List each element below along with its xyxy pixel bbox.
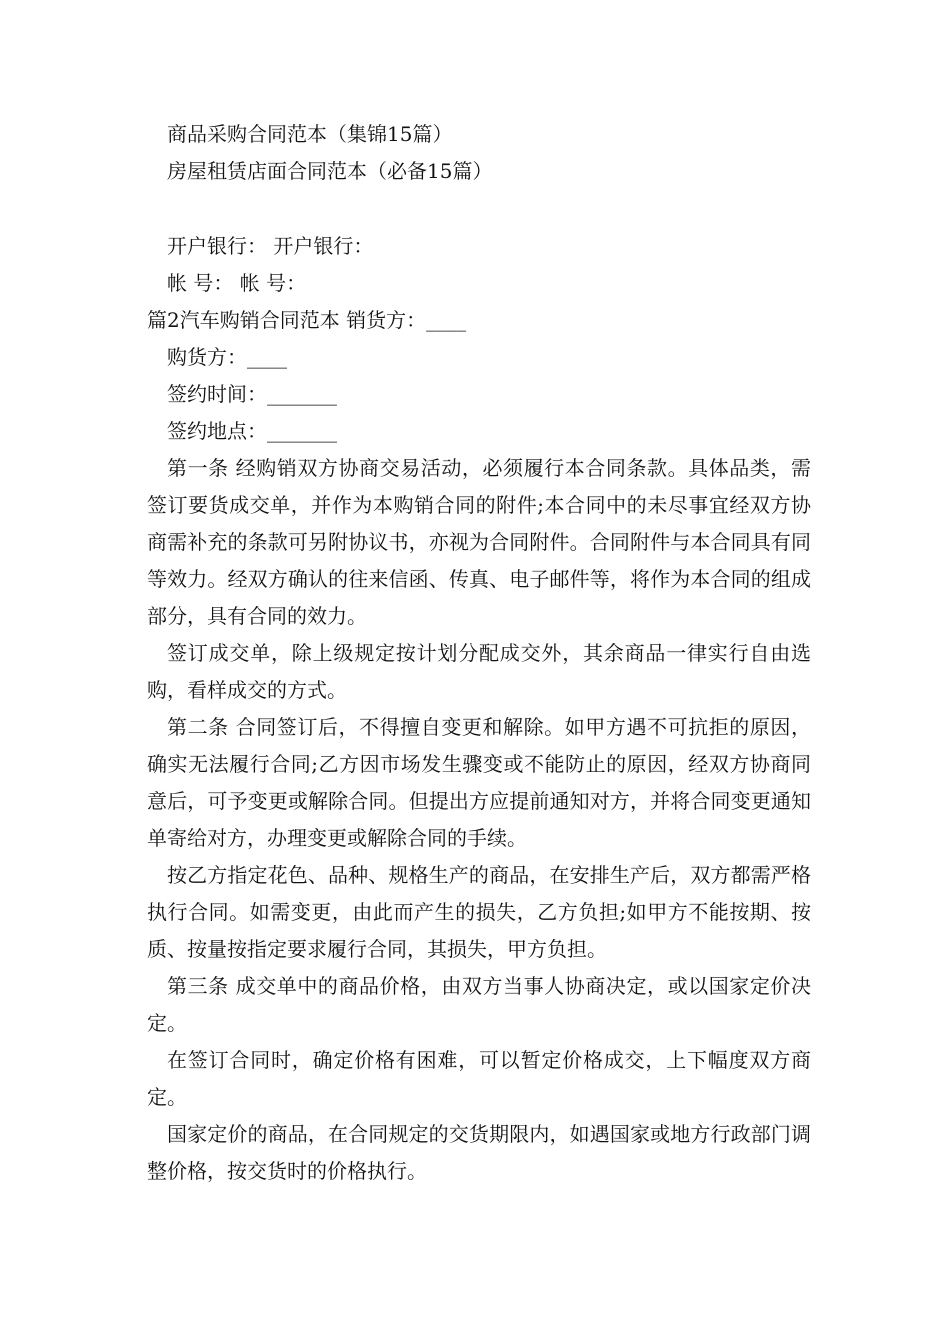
paragraph-state-price: 国家定价的商品，在合同规定的交货期限内，如遇国家或地方行政部门调整价格，按交货时的价格执行。	[147, 1122, 811, 1183]
signing-place-line: 签约地点：_______	[167, 419, 337, 443]
clause-2-paragraph: 第二条 合同签订后，不得擅自变更和解除。如甲方遇不可抗拒的原因，确实无法履行合同;乙方因市场发生骤变或不能防止的原因，经双方协商同意后，可予变更或解除合同。但提出方应提前通知对方，并将合同变更通知单寄给对方，办理变更或解除合同的手续。	[147, 715, 811, 850]
paragraph-specified-goods: 按乙方指定花色、品种、规格生产的商品，在安排生产后，双方都需严格执行合同。如需变更，由此而产生的损失，乙方负担;如甲方不能按期、按质、按量按指定要求履行合同，其损失，甲方负担。	[147, 863, 811, 961]
paragraph-provisional-price: 在签订合同时，确定价格有困难，可以暂定价格成交，上下幅度双方商定。	[147, 1048, 811, 1109]
signing-time-line: 签约时间：_______	[167, 382, 337, 406]
clause-1-paragraph: 第一条 经购销双方协商交易活动，必须履行本合同条款。具体品类，需签订要货成交单，并作为本购销合同的附件;本合同中的未尽事宜经双方协商需补充的条款可另附协议书，亦视为合同附件。合同附件与本合同具有同等效力。经双方确认的往来信函、传真、电子邮件等，将作为本合同的组成部分，具有合同的效力。	[147, 456, 811, 628]
buyer-line: 购货方：____	[167, 345, 287, 369]
spacer	[147, 190, 811, 228]
related-link-2[interactable]: 房屋租赁店面合同范本（必备15篇）	[167, 159, 493, 183]
section-title-seller-line: 篇2汽车购销合同范本 销货方：____	[147, 308, 467, 332]
related-link-1[interactable]: 商品采购合同范本（集锦15篇）	[167, 122, 453, 146]
document-body	[147, 116, 811, 1190]
account-number-line: 帐 号： 帐 号：	[167, 271, 307, 295]
paragraph-order-form: 签订成交单，除上级规定按计划分配成交外，其余商品一律实行自由选购，看样成交的方式。	[147, 641, 811, 702]
clause-3-paragraph: 第三条 成交单中的商品价格，由双方当事人协商决定，或以国家定价决定。	[147, 974, 811, 1035]
opening-bank-line: 开户银行： 开户银行：	[167, 234, 374, 258]
